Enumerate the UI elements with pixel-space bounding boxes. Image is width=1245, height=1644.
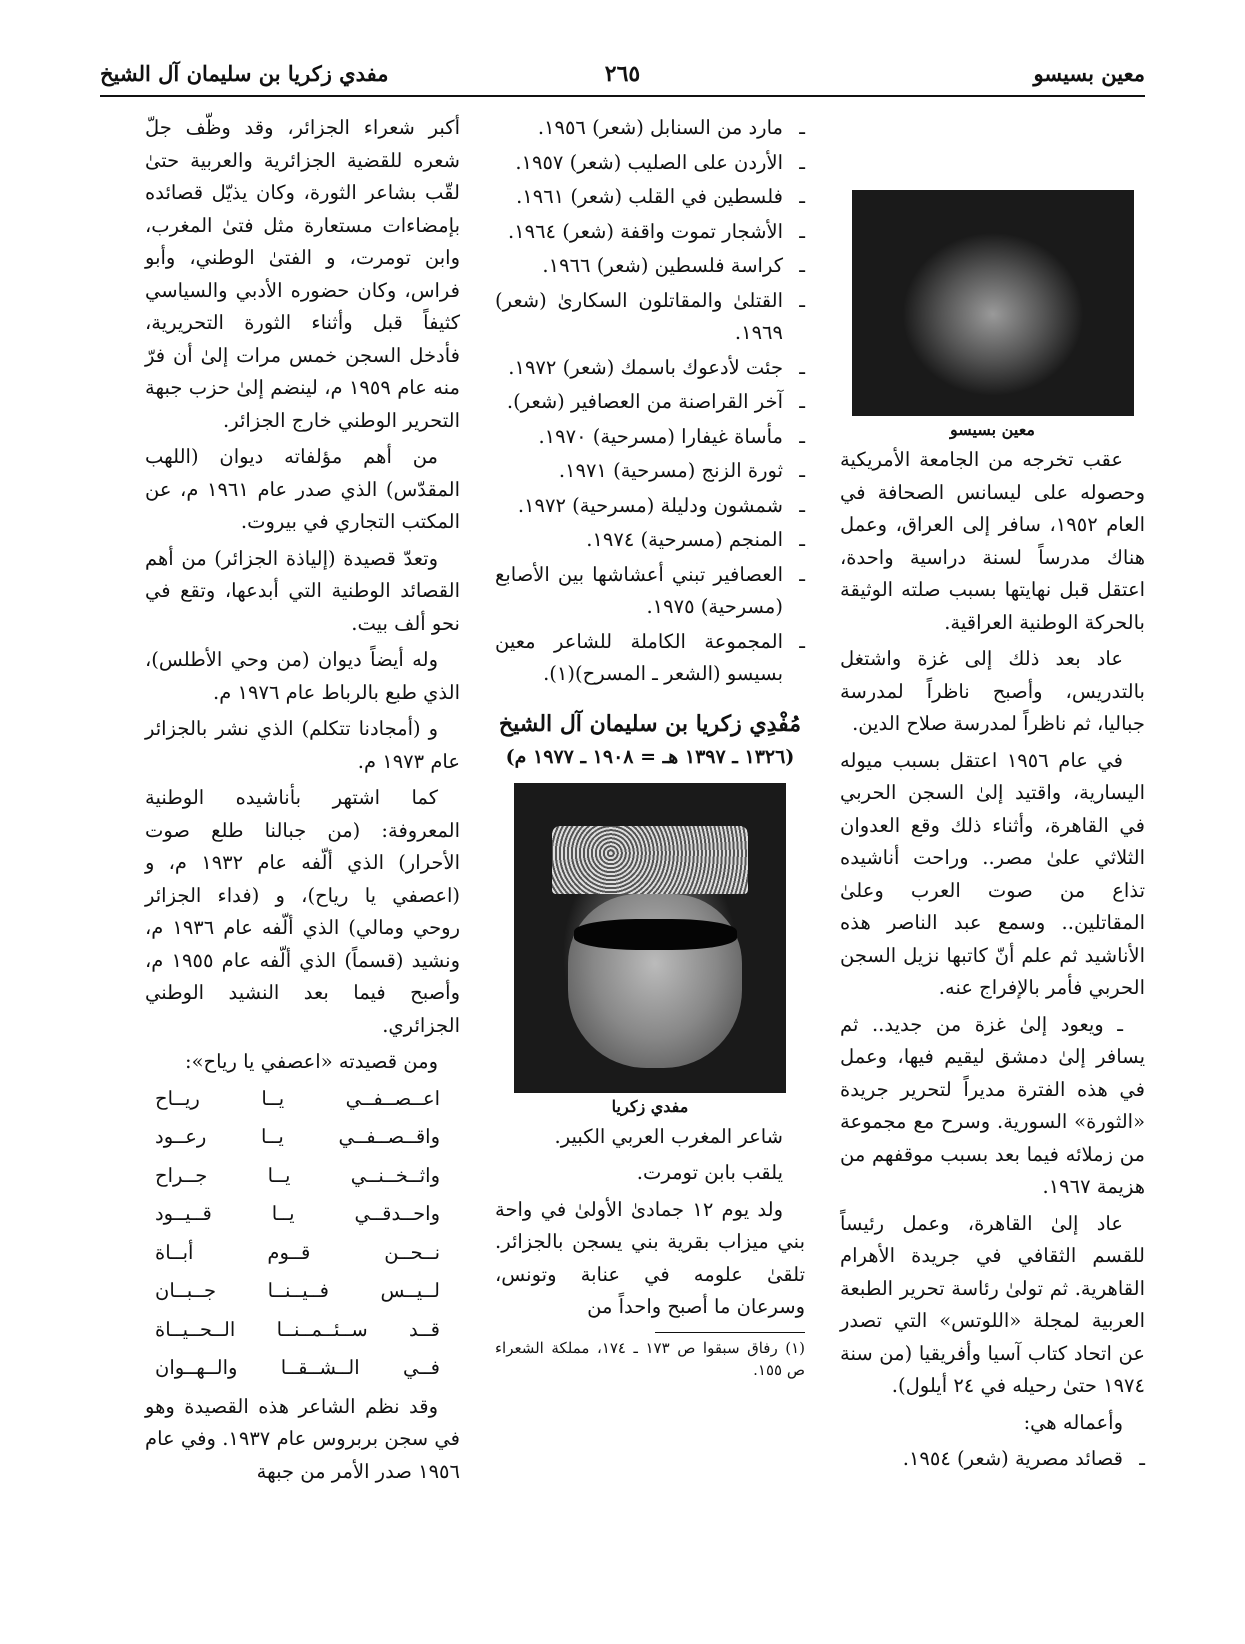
page-header (100, 55, 1145, 97)
paragraph: عاد بعد ذلك إلى غزة واشتغل بالتدريس، وأصبح ناظراً لمدرسة جباليا، ثم ناظراً لمدرسة صلاح الدين. (840, 647, 1145, 735)
list-item: ـ المنجم (مسرحية) ١٩٧٤. (495, 524, 805, 557)
photo-caption-bseiso: معين بسيسو (950, 420, 1035, 439)
list-item: ـ قصائد مصرية (شعر) ١٩٥٤. (840, 1443, 1145, 1476)
poem-verse: واثــخــنــي يــا جــراح (155, 1163, 440, 1187)
poem-verse: نــحــن قــوم أبــاة (155, 1240, 440, 1264)
paragraph: ومن قصيدته «اعصفي يا رياح»: (185, 1050, 438, 1073)
list-item: ـ جئت لأدعوك باسمك (شعر) ١٩٧٢. (495, 352, 805, 385)
poem-verse: واقــصــفــي يــا رعــود (155, 1125, 440, 1148)
list-item: ـ المجموعة الكاملة للشاعر معين بسيسو (الشعر ـ المسرح)(١). (495, 626, 805, 691)
cap-shape (552, 826, 748, 894)
portrait-photo-zakaria (514, 783, 786, 1093)
paragraph: ـ ويعود إلىٰ غزة من جديد.. ثم يسافر إلىٰ دمشق ليقيم فيها، وعمل في هذه الفترة مديراً لتحرير جريدة «الثورة» السورية. وسرح مع مجموعة من زملائه فيما بعد بسبب موقفهم من هزيمة ١٩٦٧. (840, 1012, 1145, 1198)
list-item: ـ شمشون ودليلة (مسرحية) ١٩٧٢. (495, 490, 805, 523)
glasses-shape (574, 919, 737, 950)
page-number: ٢٦٥ (604, 61, 641, 87)
paragraph: و (أمجادنا تتكلم) الذي نشر بالجزائر عام ١٩٧٣ م. (145, 717, 460, 773)
list-item: ـ الأردن على الصليب (شعر) ١٩٥٧. (495, 147, 805, 180)
column-left (145, 112, 460, 1604)
paragraph: عاد إلىٰ القاهرة، وعمل رئيساً للقسم الثقافي في جريدة الأهرام القاهرية. ثم تولىٰ رئاسة تحرير الطبعة العربية لمجلة «اللوتس» التي تصدر عن اتحاد كتاب آسيا وأفريقيا (من سنة ١٩٧٤ حتىٰ رحيله في ٢٤ أيلول). (840, 1211, 1145, 1397)
paragraph: في عام ١٩٥٦ اعتقل بسبب ميوله اليسارية، واقتيد إلىٰ السجن الحربي في القاهرة، وأثناء ذلك وقع العدوان الثلاثي علىٰ مصر.. وراحت أناشيده تذاع من صوت العرب وعلىٰ المقاتلين.. وسمع عبد الناصر هذه الأناشيد ثم علم أنّ كاتبها نزيل السجن الحربي فأمر بالإفراج عنه. (840, 748, 1145, 999)
paragraph: وقد نظم الشاعر هذه القصيدة وهو في سجن بربروس عام ١٩٣٧. وفي عام ١٩٥٦ صدر الأمر من جبهة (145, 1394, 460, 1483)
works-list (495, 112, 805, 691)
running-head-left: مفدي زكريا بن سليمان آل الشيخ (100, 61, 389, 86)
list-item: ـ ثورة الزنج (مسرحية) ١٩٧١. (495, 455, 805, 488)
list-item: ـ آخر القراصنة من العصافير (شعر). (495, 386, 805, 419)
paragraph: شاعر المغرب العربي الكبير. (554, 1124, 783, 1148)
list-item: ـ الأشجار تموت واقفة (شعر) ١٩٦٤. (495, 216, 805, 249)
poem-verse: اعــصــفــي يــا ريــاح (155, 1086, 440, 1110)
poem-verse: لــيــس فــيــنــا جــبــان (155, 1279, 440, 1302)
entry-dates: (١٣٢٦ ـ ١٣٩٧ هـ = ١٩٠٨ ـ ١٩٧٧ م) (505, 745, 795, 768)
list-item: ـ القتلىٰ والمقاتلون السكارىٰ (شعر) ١٩٦٩. (495, 285, 805, 350)
list-item: ـ فلسطين في القلب (شعر) ١٩٦١. (495, 181, 805, 214)
paragraph: وتعدّ قصيدة (إلياذة الجزائر) من أهم القصائد الوطنية التي أبدعها، وتقع في نحو ألف بيت. (145, 546, 460, 635)
poem-verse: فــي الــشــقــا والــهــوان (155, 1356, 440, 1379)
list-item: ـ مأساة غيفارا (مسرحية) ١٩٧٠. (495, 421, 805, 454)
column-right (840, 112, 1145, 1604)
running-head-right: معين بسيسو (1033, 61, 1145, 86)
list-item: ـ العصافير تبني أعشاشها بين الأصابع (مسرحية) ١٩٧٥. (495, 559, 805, 624)
paragraph: من أهم مؤلفاته ديوان (اللهب المقدّس) الذي صدر عام ١٩٦١ م، عن المكتب التجاري في بيروت. (145, 445, 461, 533)
column-middle (495, 112, 805, 1604)
footnote: (١) رفاق سبقوا ص ١٧٣ ـ ١٧٤، مملكة الشعراء ص ١٥٥. (495, 1338, 806, 1379)
paragraph: عقب تخرجه من الجامعة الأمريكية وحصوله على ليسانس الصحافة في العام ١٩٥٢، سافر إلى العراق، وعمل هناك مدرساً لسنة دراسية واحدة، اعتقل قبل نهايتها بسبب صلته الوثيقة بالحركة الوطنية العراقية. (840, 448, 1145, 634)
portrait-photo-bseiso (852, 190, 1134, 416)
paragraph: أكبر شعراء الجزائر، وقد وظّف جلّ شعره للقضية الجزائرية والعربية حتىٰ لقّب بشاعر الثورة، وكان يذيّل قصائده بإمضاءات مستعارة مثل فتىٰ المغرب، وابن تومرت، و الفتىٰ الوطني، وأبو فراس، وكان حضوره الأدبي والسياسي كثيفاً قبل وأثناء الثورة التحريرية، فأدخل السجن خمس مرات إلىٰ أن فرّ منه عام ١٩٥٩ م، لينضم إلىٰ حزب جبهة التحرير الوطني خارج الجزائر. (145, 116, 460, 432)
works-list (840, 1443, 1145, 1476)
paragraph: ولد يوم ١٢ جمادىٰ الأولىٰ في واحة بني ميزاب بقرية بني يسجن بالجزائر. تلقىٰ علومه في عنابة وتونس، وسرعان ما أصبح واحداً من (495, 1197, 805, 1318)
poem-verse: واحــدقــي يــا قــيــود (155, 1202, 440, 1225)
paragraph: وله أيضاً ديوان (من وحي الأطلس)، الذي طبع بالرباط عام ١٩٧٦ م. (145, 648, 460, 704)
poem-verse: قــد ســئــمــنــا الــحــيــاة (155, 1317, 440, 1341)
list-item: ـ كراسة فلسطين (شعر) ١٩٦٦. (495, 250, 805, 283)
paragraph: يلقب بابن تومرت. (636, 1161, 783, 1184)
paragraph: وأعماله هي: (1023, 1410, 1123, 1434)
entry-title: مُفْدِي زكريا بن سليمان آل الشيخ (498, 710, 802, 737)
list-item: ـ مارد من السنابل (شعر) ١٩٥٦. (495, 112, 805, 145)
footnote-divider (655, 1332, 805, 1333)
paragraph: كما اشتهر بأناشيده الوطنية المعروفة: (من جبالنا طلع صوت الأحرار) الذي ألّفه عام ١٩٣٢ م، و (اعصفي يا رياح)، و (فداء الجزائر روحي ومالي) الذي ألّفه عام ١٩٣٦ م، ونشيد (قسماً) الذي ألّفه عام ١٩٥٥ م، وأصبح فيما بعد النشيد الوطني الجزائري. (145, 786, 460, 1037)
photo-caption-zakaria: مفدي زكريا (611, 1096, 689, 1116)
